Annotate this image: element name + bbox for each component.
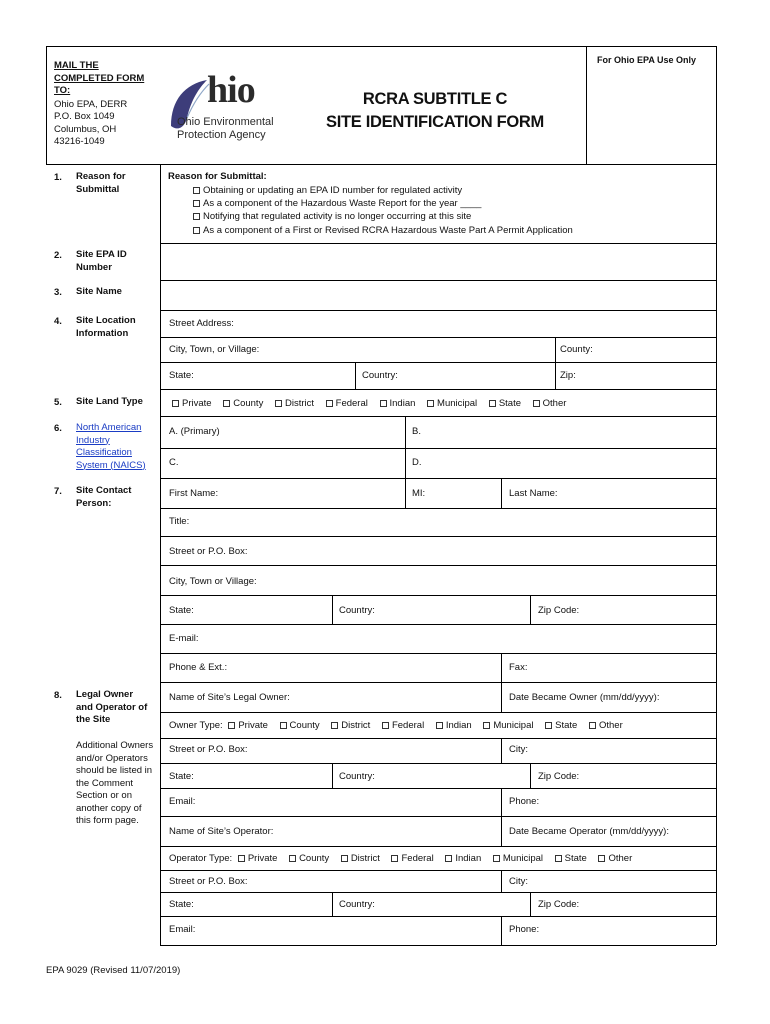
operator-type-district[interactable] [341, 853, 380, 864]
operator-type-label: Operator Type: [169, 853, 233, 864]
first-name-field[interactable]: First Name: [169, 488, 219, 499]
option-text: District [284, 398, 314, 409]
option-text: Municipal [493, 720, 534, 731]
option-text: Obtaining or updating an EPA ID number for regulated activity [203, 185, 463, 196]
owner-date-field[interactable]: Date Became Owner (mm/dd/yyyy): [509, 692, 660, 703]
option-text: As a component of a First or Revised RCRA Hazardous Waste Part A Permit Application [203, 225, 573, 236]
option-text: Federal [335, 398, 368, 409]
owner-country-field[interactable]: Country: [339, 771, 375, 782]
checkbox[interactable] [172, 400, 179, 407]
section-number: 5. [54, 397, 62, 408]
operator-street-field[interactable]: Street or P.O. Box: [169, 876, 248, 887]
checkbox[interactable] [193, 213, 200, 220]
naics-b-field[interactable]: B. [412, 426, 421, 437]
section-number: 2. [54, 250, 62, 261]
land-type-options [172, 398, 575, 410]
address-line: P.O. Box 1049 [54, 111, 115, 122]
checkbox[interactable] [533, 400, 540, 407]
option-text: County [299, 853, 330, 864]
owner-type-label: Owner Type: [169, 720, 223, 731]
checkbox[interactable] [193, 187, 200, 194]
option-text: County [289, 720, 320, 731]
section-label: Legal Owner and Operator of the Site [76, 689, 148, 725]
office-use-label: For Ohio EPA Use Only [597, 55, 697, 65]
mail-line: MAIL THE [54, 60, 99, 71]
option-text: As a component of the Hazardous Waste Report for the year ____ [203, 198, 482, 209]
checkbox[interactable] [589, 722, 596, 729]
ohio-epa-logo [165, 70, 285, 150]
option-text: Municipal [502, 853, 544, 864]
checkbox[interactable] [382, 722, 389, 729]
checkbox[interactable] [380, 400, 387, 407]
state-field[interactable]: State: [169, 370, 194, 381]
option-text: Indian [455, 853, 482, 864]
section-number: 8. [54, 690, 62, 701]
form-title-line-1: RCRA SUBTITLE C [362, 90, 508, 108]
section-note: Additional Owners and/or Operators should be listed in the Comment Section or on another copy of this form page. [76, 740, 154, 826]
form-id: EPA 9029 (Revised 11/07/2019) [46, 965, 181, 976]
naics-a-field[interactable]: A. (Primary) [169, 426, 220, 437]
logo-line-1: Ohio Environmental [177, 116, 274, 128]
naics-d-field[interactable]: D. [412, 457, 422, 468]
operator-email-field[interactable]: Email: [169, 924, 196, 935]
checkbox[interactable] [326, 400, 333, 407]
section-label: Site Contact Person: [76, 485, 132, 509]
option-text: Municipal [437, 398, 478, 409]
land-type-state[interactable] [489, 398, 521, 409]
checkbox[interactable] [341, 855, 348, 862]
operator-type-indian[interactable] [445, 853, 481, 864]
operator-name-field[interactable]: Name of Site’s Operator: [169, 826, 274, 837]
operator-type-county[interactable] [289, 853, 329, 864]
option-text: District [350, 853, 380, 864]
owner-type-private[interactable] [228, 720, 268, 731]
land-type-district[interactable] [275, 398, 314, 409]
checkbox[interactable] [493, 855, 500, 862]
owner-type-county[interactable] [280, 720, 320, 731]
mail-to-block [54, 60, 144, 149]
operator-type-municipal[interactable] [493, 853, 543, 864]
section-number: 3. [54, 287, 62, 298]
reason-option-1[interactable] [193, 185, 462, 197]
section-number: 4. [54, 316, 62, 327]
checkbox[interactable] [555, 855, 562, 862]
city-field[interactable]: City, Town, or Village: [169, 344, 260, 355]
checkbox[interactable] [391, 855, 398, 862]
title-field[interactable]: Title: [169, 516, 190, 527]
checkbox[interactable] [545, 722, 552, 729]
operator-type-row [169, 853, 641, 865]
operator-phone-field[interactable]: Phone: [509, 924, 540, 935]
logo-word: hio [207, 69, 255, 111]
logo-line-2: Protection Agency [177, 129, 266, 141]
owner-type-municipal[interactable] [483, 720, 533, 731]
checkbox[interactable] [445, 855, 452, 862]
option-text: State [498, 398, 521, 409]
last-name-field[interactable]: Last Name: [509, 488, 558, 499]
owner-type-district[interactable] [331, 720, 370, 731]
owner-type-state[interactable] [545, 720, 577, 731]
naics-link[interactable]: North American Industry Classification System (NAICS) [76, 422, 146, 471]
county-field[interactable]: County: [560, 344, 593, 355]
option-text: Other [542, 398, 567, 409]
operator-city-field[interactable]: City: [509, 876, 528, 887]
email-field[interactable]: E-mail: [169, 633, 199, 644]
option-text: County [233, 398, 264, 409]
zip-field[interactable]: Zip Code: [538, 605, 580, 616]
land-type-private[interactable] [172, 398, 212, 409]
checkbox[interactable] [598, 855, 605, 862]
naics-c-field[interactable]: C. [169, 457, 179, 468]
address-line: 43216-1049 [54, 136, 105, 147]
checkbox[interactable] [331, 722, 338, 729]
owner-street-field[interactable]: Street or P.O. Box: [169, 744, 248, 755]
operator-type-federal[interactable] [391, 853, 433, 864]
section-number: 6. [54, 423, 62, 434]
option-text: District [341, 720, 371, 731]
section-label: Site Land Type [76, 396, 143, 407]
owner-city-field[interactable]: City: [509, 744, 528, 755]
state-field[interactable]: State: [169, 605, 194, 616]
section-label: Site EPA ID Number [76, 249, 127, 273]
owner-email-field[interactable]: Email: [169, 796, 196, 807]
street-address-field[interactable]: Street Address: [169, 318, 234, 329]
operator-type-state[interactable] [555, 853, 587, 864]
country-field[interactable]: Country: [339, 605, 375, 616]
owner-phone-field[interactable]: Phone: [509, 796, 540, 807]
option-text: Federal [401, 853, 434, 864]
owner-state-field[interactable]: State: [169, 771, 194, 782]
section-label: Site Name [76, 286, 122, 297]
land-type-municipal[interactable] [427, 398, 477, 409]
section-number: 1. [54, 172, 62, 183]
reason-heading: Reason for Submittal: [168, 171, 267, 182]
land-type-indian[interactable] [380, 398, 416, 409]
city-field[interactable]: City, Town or Village: [169, 576, 257, 587]
form-title-line-2: SITE IDENTIFICATION FORM [326, 113, 544, 131]
land-type-other[interactable] [533, 398, 567, 409]
owner-type-row [169, 720, 632, 732]
section-number: 7. [54, 486, 62, 497]
phone-field[interactable]: Phone & Ext.: [169, 662, 228, 673]
mail-line: COMPLETED FORM [54, 72, 145, 84]
option-text: Private [247, 853, 278, 864]
address-line: Columbus, OH [54, 123, 117, 135]
option-text: Notifying that regulated activity is no longer occurring at this site [203, 211, 472, 222]
option-text: Private [238, 720, 268, 731]
checkbox[interactable] [193, 200, 200, 207]
checkbox[interactable] [193, 227, 200, 234]
operator-type-other[interactable] [598, 853, 632, 864]
checkbox[interactable] [280, 722, 287, 729]
checkbox[interactable] [238, 855, 245, 862]
operator-zip-field[interactable]: Zip Code: [538, 899, 580, 910]
checkbox[interactable] [427, 400, 434, 407]
operator-country-field[interactable]: Country: [339, 899, 375, 910]
checkbox[interactable] [436, 722, 443, 729]
option-text: Private [182, 398, 212, 409]
fax-field[interactable]: Fax: [509, 662, 528, 673]
operator-type-private[interactable] [238, 853, 278, 864]
address-line: Ohio EPA, DERR [54, 98, 128, 110]
option-text: Indian [389, 398, 416, 409]
checkbox[interactable] [489, 400, 496, 407]
owner-type-federal[interactable] [382, 720, 424, 731]
checkbox[interactable] [483, 722, 490, 729]
reason-option-2[interactable] [193, 198, 481, 210]
site-name-field[interactable] [161, 281, 715, 309]
section-label: Site Location Information [76, 315, 136, 339]
land-type-county[interactable] [223, 398, 263, 409]
owner-type-indian[interactable] [436, 720, 472, 731]
option-text: Indian [445, 720, 472, 731]
country-field[interactable]: Country: [362, 370, 398, 381]
option-text: State [564, 853, 587, 864]
street-field[interactable]: Street or P.O. Box: [169, 546, 248, 557]
option-text: Other [598, 720, 623, 731]
epa-id-field[interactable] [161, 244, 715, 279]
option-text: State [555, 720, 578, 731]
operator-state-field[interactable]: State: [169, 899, 194, 910]
reason-option-3[interactable] [193, 211, 471, 223]
operator-date-field[interactable]: Date Became Operator (mm/dd/yyyy): [509, 826, 669, 837]
option-text: Federal [391, 720, 425, 731]
checkbox[interactable] [228, 722, 235, 729]
mi-field[interactable]: MI: [412, 488, 426, 499]
option-text: Other [608, 853, 633, 864]
owner-name-field[interactable]: Name of Site’s Legal Owner: [169, 692, 290, 703]
checkbox[interactable] [223, 400, 230, 407]
mail-line: TO: [54, 85, 71, 96]
section-label: Reason for Submittal [76, 171, 126, 195]
reason-option-4[interactable] [193, 225, 573, 237]
land-type-federal[interactable] [326, 398, 368, 409]
owner-type-other[interactable] [589, 720, 623, 731]
checkbox[interactable] [275, 400, 282, 407]
zip-field[interactable]: Zip: [560, 370, 576, 381]
owner-zip-field[interactable]: Zip Code: [538, 771, 580, 782]
checkbox[interactable] [289, 855, 296, 862]
